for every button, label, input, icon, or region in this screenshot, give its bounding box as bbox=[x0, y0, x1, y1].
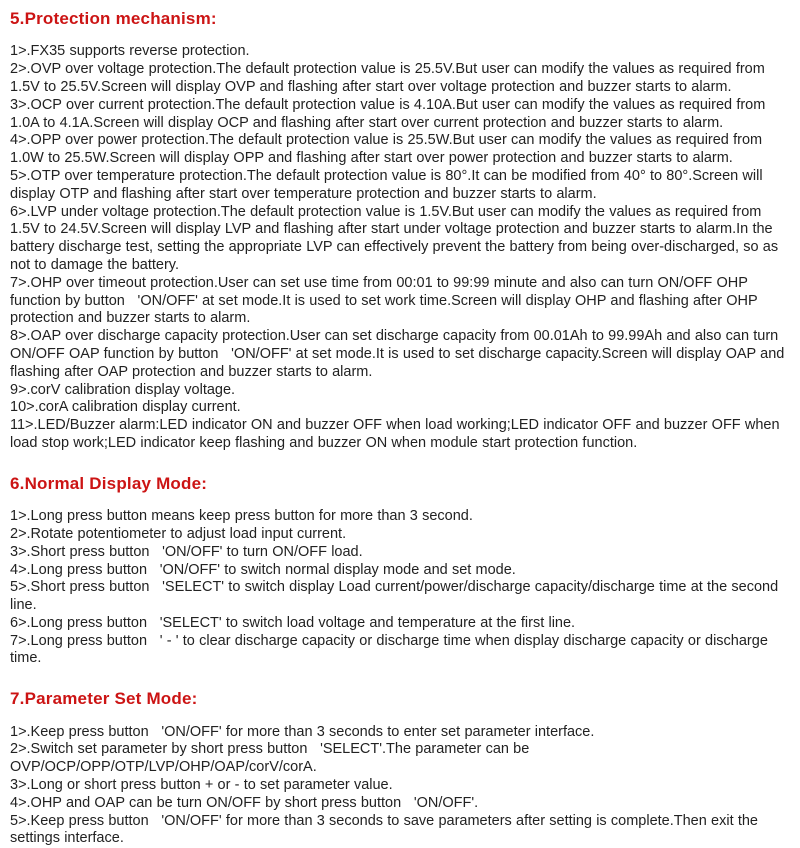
list-item: 3>.OCP over current protection.The default protection value is 4.10A.But user can modify the values as required from 1.0A to 4.1A.Screen will display OCP and flashing after start over current protection and buzzer starts to alarm. bbox=[10, 96, 770, 131]
list-item: 1>.Long press button means keep press button for more than 3 second. bbox=[10, 508, 473, 525]
manual-section bbox=[10, 474, 792, 669]
list-item: 5>.Short press button 'SELECT' to switch display Load current/power/discharge capacity/discharge time at the second line. bbox=[10, 579, 783, 614]
list-item: 1>.FX35 supports reverse protection. bbox=[10, 43, 250, 60]
list-item: 8>.OAP over discharge capacity protection.User can set discharge capacity from 00.01Ah to 99.99Ah and also can turn ON/OFF OAP function by button 'ON/OFF' at set mode.It is used to set discharge capacity.Screen will display OAP and flashing after OAP protection and buzzer starts to alarm. bbox=[10, 328, 789, 380]
list-item: 6>.Long press button 'SELECT' to switch load voltage and temperature at the first line. bbox=[10, 614, 576, 631]
section-heading: 6.Normal Display Mode: bbox=[10, 473, 208, 493]
list-item: 4>.Long press button 'ON/OFF' to switch normal display mode and set mode. bbox=[10, 561, 516, 578]
section-heading: 7.Parameter Set Mode: bbox=[10, 689, 198, 709]
list-item: 10>.corA calibration display current. bbox=[10, 399, 241, 416]
section-body bbox=[10, 508, 792, 668]
list-item: 9>.corV calibration display voltage. bbox=[10, 381, 236, 398]
manual-section bbox=[10, 689, 792, 848]
list-item: 11>.LED/Buzzer alarm:LED indicator ON and buzzer OFF when load working;LED indicator OFF and buzzer OFF when load stop work;LED indicator keep flashing and buzzer ON when module start protection function. bbox=[10, 417, 784, 451]
list-item: 3>.Short press button 'ON/OFF' to turn ON/OFF load. bbox=[10, 543, 363, 560]
list-item: 2>.Switch set parameter by short press button 'SELECT'.The parameter can be OVP/OCP/OPP/OTP/LVP/OHP/OAP/corV/corA. bbox=[10, 741, 534, 776]
list-item: 1>.Keep press button 'ON/OFF' for more than 3 seconds to enter set parameter interface. bbox=[10, 723, 595, 740]
list-item: 4>.OPP over power protection.The default protection value is 25.5W.But user can modify the values as required from 1.0W to 25.5W.Screen will display OPP and flashing after start over power protection and buzzer starts to alarm. bbox=[10, 132, 767, 167]
list-item: 3>.Long or short press button + or - to set parameter value. bbox=[10, 777, 393, 794]
list-item: 5>.Keep press button 'ON/OFF' for more than 3 seconds to save parameters after setting is complete.Then exit the settings interface. bbox=[10, 812, 763, 847]
list-item: 2>.Rotate potentiometer to adjust load input current. bbox=[10, 525, 347, 542]
manual-section bbox=[10, 9, 792, 453]
list-item: 7>.Long press button ' - ' to clear discharge capacity or discharge time when display discharge capacity or discharge time. bbox=[10, 632, 773, 667]
section-body bbox=[10, 43, 792, 452]
section-body bbox=[10, 724, 792, 848]
list-item: 4>.OHP and OAP can be turn ON/OFF by short press button 'ON/OFF'. bbox=[10, 794, 479, 811]
section-heading: 5.Protection mechanism: bbox=[10, 9, 217, 28]
list-item: 5>.OTP over temperature protection.The default protection value is 80°.It can be modified from 40° to 80°.Screen will display OTP and flashing after start over temperature protection and buzzer starts to alarm. bbox=[10, 167, 767, 202]
list-item: 6>.LVP under voltage protection.The default protection value is 1.5V.But user can modify the values as required from 1.5V to 24.5V.Screen will display LVP and flashing after start under voltage protection and buzzer starts to alarm.In the battery discharge test, setting the appropriate LVP can effectively prevent the battery from being over-discharged, so as not to damage the battery. bbox=[10, 203, 783, 273]
list-item: 2>.OVP over voltage protection.The default protection value is 25.5V.But user can modify the values as required from 1.5V to 25.5V.Screen will display OVP and flashing after start over voltage protection and buzzer starts to alarm. bbox=[10, 61, 770, 95]
list-item: 7>.OHP over timeout protection.User can set use time from 00:01 to 99:99 minute and also can turn ON/OFF OHP function by button 'ON/OFF' at set mode.It is used to set work time.Screen will display OHP and flashing after OHP protection and buzzer starts to alarm. bbox=[10, 274, 762, 327]
